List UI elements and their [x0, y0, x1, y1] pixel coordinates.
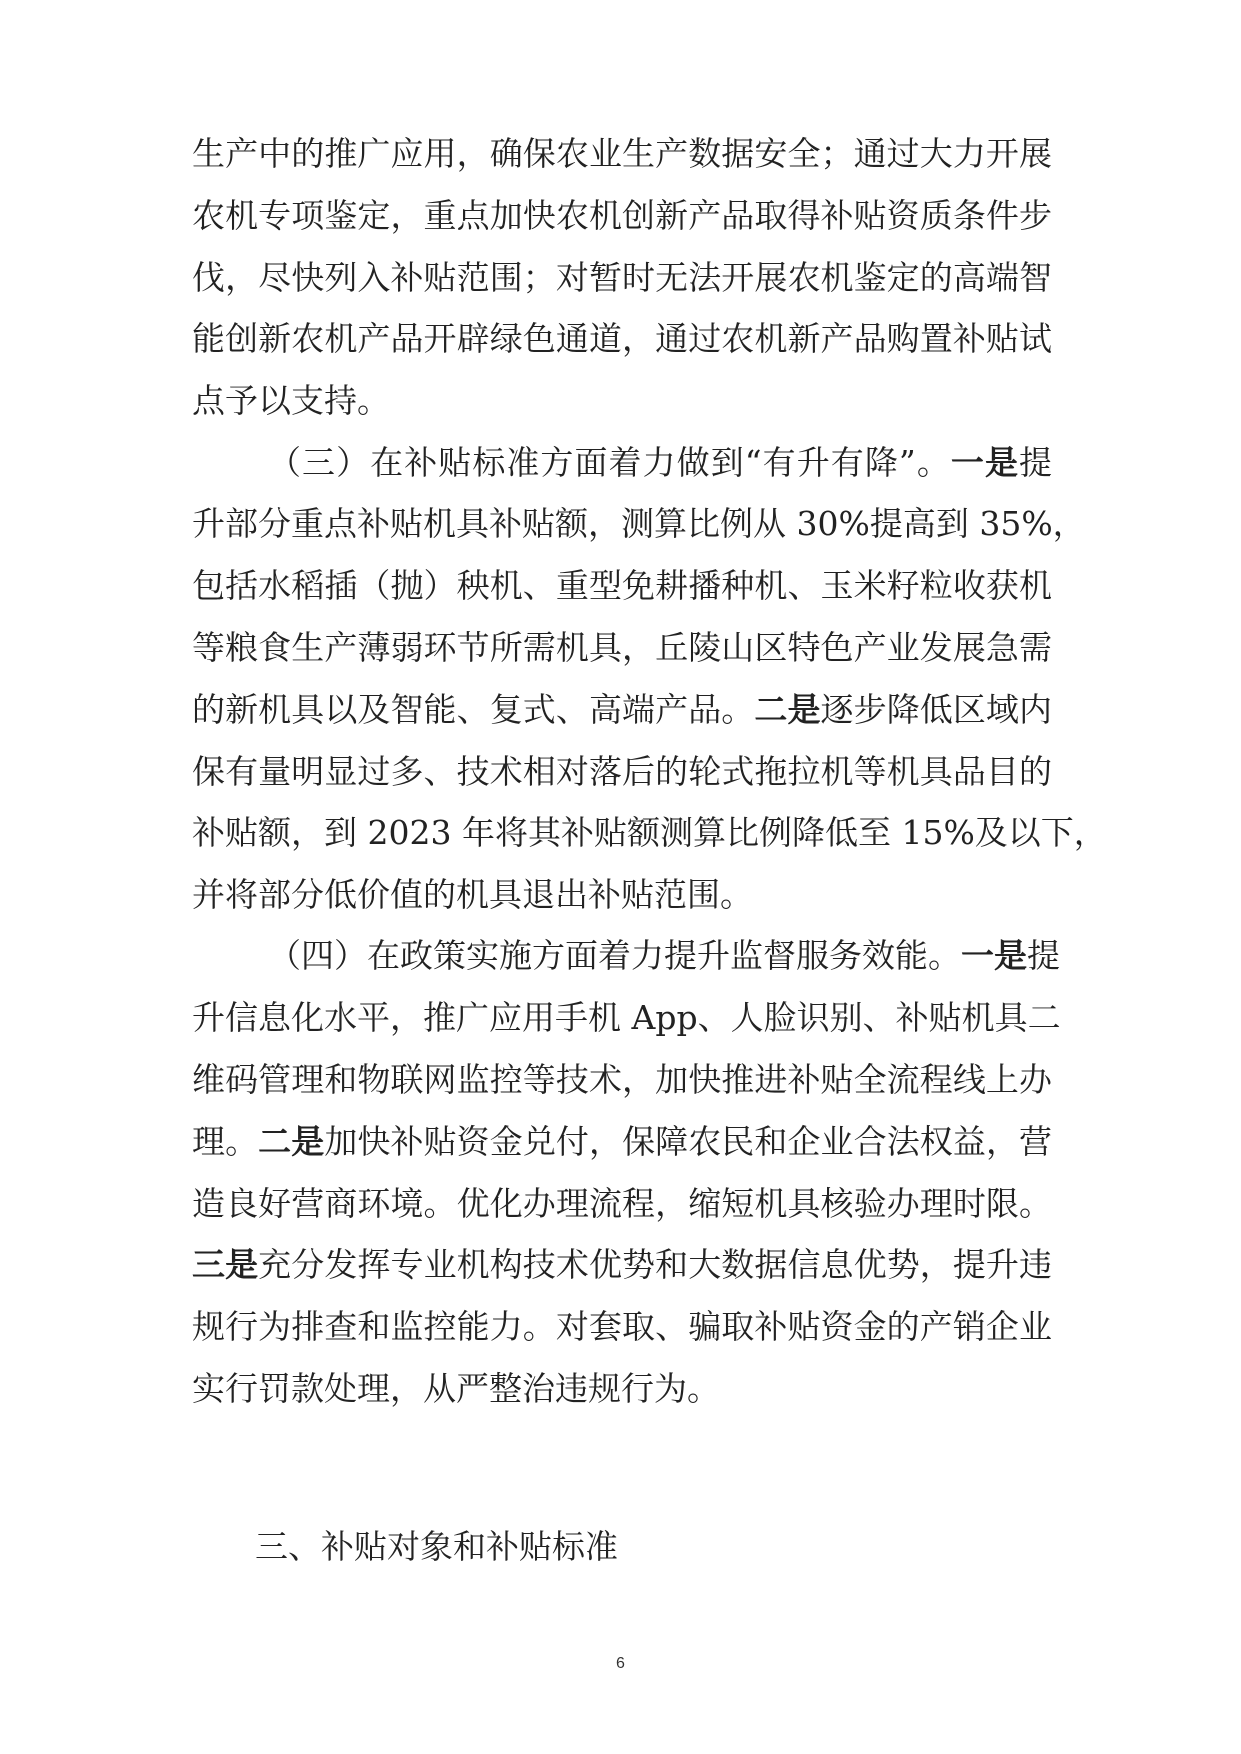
section-heading: 三、补贴对象和补贴标准	[255, 1527, 618, 1566]
text-segment: 伐，尽快列入补贴范围；对暂时无法开展农机鉴定的高端智	[192, 258, 1052, 297]
text-line	[192, 690, 1052, 730]
text-line	[192, 319, 1052, 359]
text-segment: 实行罚款处理，从严整治违规行为。	[192, 1369, 720, 1408]
text-segment: 等粮食生产薄弱环节所需机具，丘陵山区特色产业发展急需	[192, 628, 1052, 667]
text-segment: 理。	[192, 1122, 259, 1161]
page-number: 6	[616, 1655, 625, 1672]
text-segment: 加快补贴资金兑付，保障农民和企业合法权益，营	[324, 1122, 1053, 1161]
text-line	[192, 1060, 1052, 1100]
bold-marker: 三是	[192, 1245, 259, 1284]
text-line	[192, 628, 1052, 668]
text-segment: 包括水稻插（抛）秧机、重型免耕播种机、玉米籽粒收获机	[192, 566, 1052, 605]
text-line	[192, 1307, 1052, 1347]
text-line	[192, 258, 1052, 298]
text-segment: 保有量明显过多、技术相对落后的轮式拖拉机等机具品目的	[192, 752, 1052, 791]
text-segment: 的新机具以及智能、复式、高端产品。	[192, 690, 755, 729]
text-segment: 并将部分低价值的机具退出补贴范围。	[192, 875, 753, 914]
text-line	[192, 1245, 1052, 1285]
text-line	[192, 566, 1052, 606]
text-segment: 农机专项鉴定，重点加快农机创新产品取得补贴资质条件步	[192, 196, 1052, 235]
text-segment: 升部分重点补贴机具补贴额，测算比例从 30%提高到 35%，	[192, 504, 1086, 543]
text-line	[192, 875, 1052, 915]
text-line	[192, 998, 1061, 1038]
bold-marker: 二是	[754, 690, 821, 729]
text-line	[192, 1184, 1052, 1224]
text-segment: 生产中的推广应用，确保农业生产数据安全；通过大力开展	[192, 134, 1052, 173]
bold-marker: 一是	[950, 443, 1019, 482]
text-line	[268, 936, 1060, 976]
text-segment: 提	[1027, 936, 1060, 975]
text-segment: 点予以支持。	[192, 381, 390, 420]
text-line	[192, 752, 1052, 792]
text-line	[192, 504, 1086, 544]
bold-marker: 一是	[961, 936, 1027, 975]
text-segment: 逐步降低区域内	[820, 690, 1053, 729]
text-line	[192, 381, 1052, 421]
text-segment: 充分发挥专业机构技术优势和大数据信息优势，提升违	[258, 1245, 1053, 1284]
text-segment: 能创新农机产品开辟绿色通道，通过农机新产品购置补贴试	[192, 319, 1052, 358]
text-line	[268, 443, 1052, 483]
bold-marker: 二是	[258, 1122, 325, 1161]
text-segment: 造良好营商环境。优化办理流程，缩短机具核验办理时限。	[192, 1184, 1052, 1223]
text-line	[192, 134, 1052, 174]
text-segment: （三）在补贴标准方面着力做到“有升有降”。	[268, 443, 951, 482]
text-segment: 补贴额，到 2023 年将其补贴额测算比例降低至 15%及以下，	[192, 813, 1107, 852]
text-segment: 维码管理和物联网监控等技术，加快推进补贴全流程线上办	[192, 1060, 1052, 1099]
text-segment: 升信息化水平，推广应用手机 App、人脸识别、补贴机具二	[192, 998, 1061, 1037]
text-segment: 规行为排查和监控能力。对套取、骗取补贴资金的产销企业	[192, 1307, 1052, 1346]
text-line	[192, 196, 1052, 236]
text-segment: 提	[1019, 443, 1052, 482]
text-line	[192, 813, 1107, 853]
text-segment: （四）在政策实施方面着力提升监督服务效能。	[268, 936, 961, 975]
text-line	[192, 1369, 1052, 1409]
text-line	[192, 1122, 1052, 1162]
